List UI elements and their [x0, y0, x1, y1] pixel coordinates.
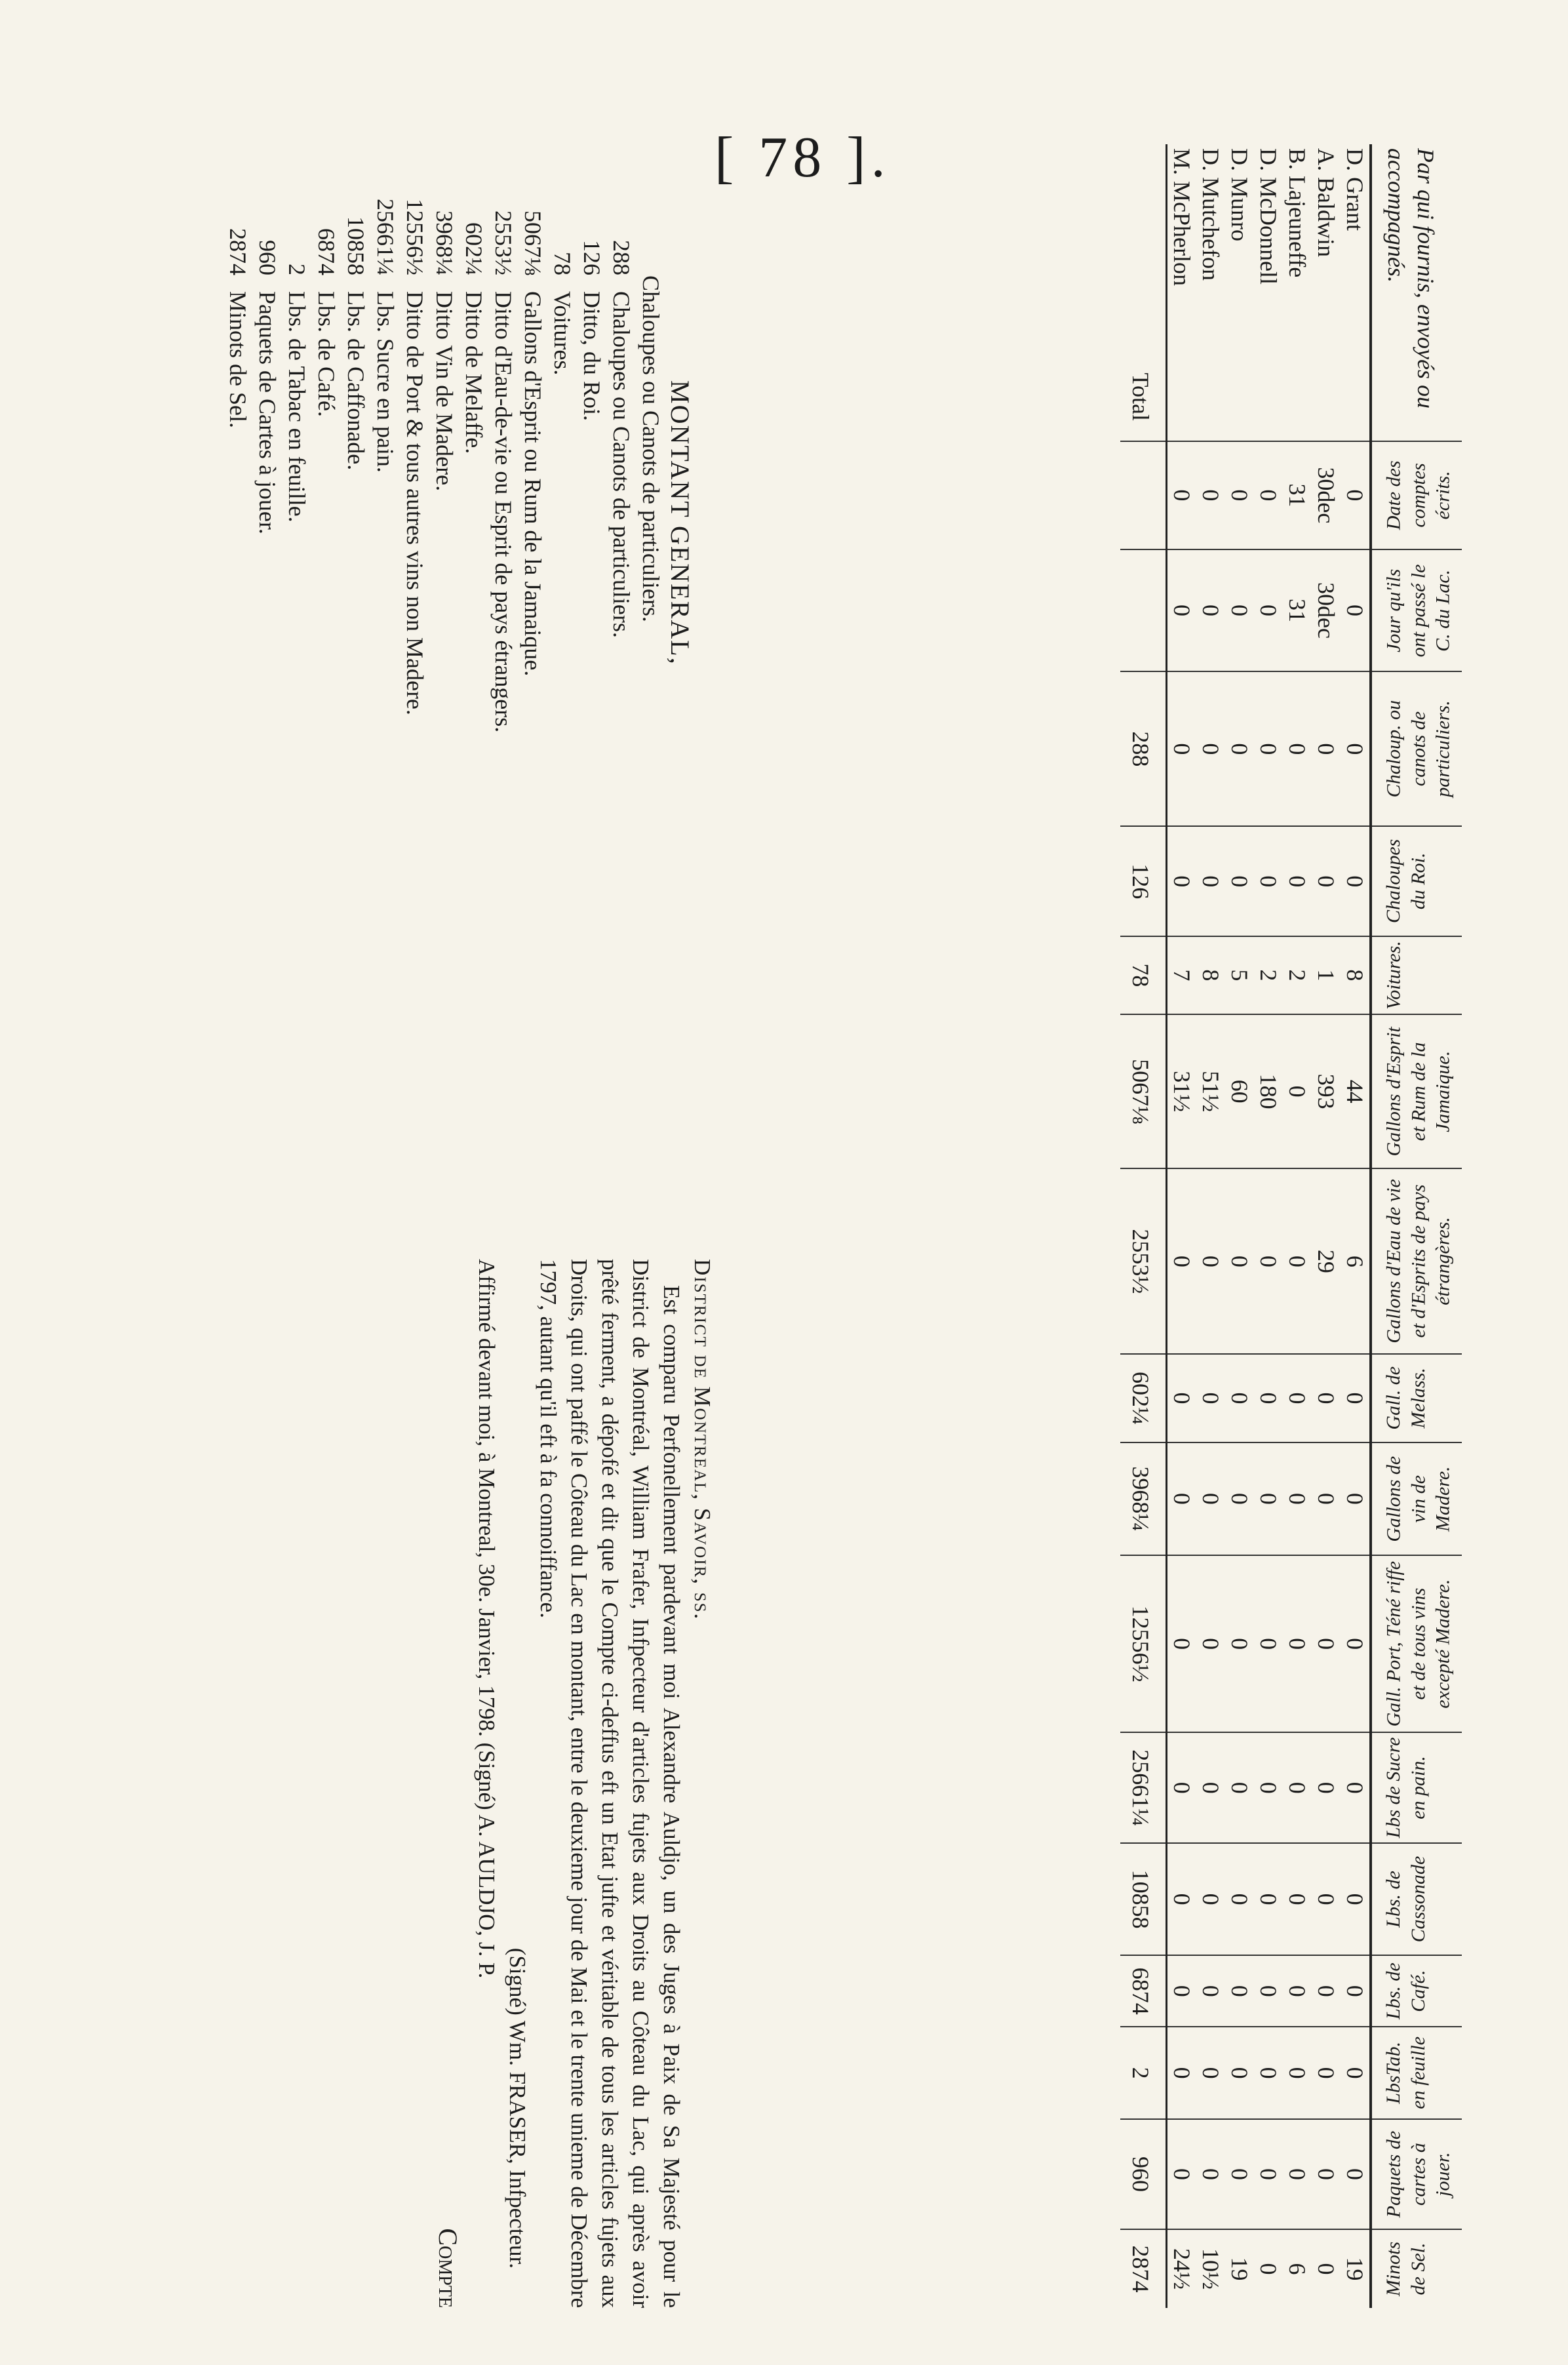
recap-item	[311, 144, 341, 1128]
table-cell: 0	[1284, 1442, 1312, 1555]
table-cell: 0	[1284, 2119, 1312, 2229]
table-row	[1284, 144, 1312, 2308]
column-header: Chaloup. ou canots de particuliers.	[1371, 671, 1462, 826]
table-cell: 0	[1226, 1442, 1255, 1555]
table-cell: 0	[1255, 2119, 1284, 2229]
table-cell: 0	[1284, 1014, 1312, 1169]
table-cell: 0	[1197, 549, 1226, 672]
table-cell: 0	[1197, 1168, 1226, 1354]
table-cell: 25661¼	[1121, 1732, 1167, 1843]
table-cell: 0	[1167, 1442, 1197, 1555]
table-cell: 8	[1197, 936, 1226, 1014]
recap-amount: 3968¼	[431, 210, 458, 275]
table-cell: 0	[1167, 549, 1197, 672]
table-cell: 78	[1121, 936, 1167, 1014]
table-cell: 0	[1255, 671, 1284, 826]
column-header: Chaloupes du Roi.	[1371, 826, 1462, 936]
table-cell: 0	[1197, 2027, 1226, 2119]
recap-amount: 5067⅛	[520, 210, 546, 275]
recap-amount: 126	[579, 240, 605, 275]
recap-label: Lbs. de Caffonade.	[343, 291, 369, 471]
table-cell: 0	[1312, 1354, 1341, 1442]
recap-label: Chaloupes ou Canots de particuliers.	[608, 291, 635, 638]
table-cell: 0	[1167, 826, 1197, 936]
table-cell: 0	[1167, 2027, 1197, 2119]
declaration-affirmation: Affirmé devant moi, à Montreal, 30e. Janvier, 1798. (Signé) A. AULDJO, J. P.	[474, 1259, 500, 1979]
table-cell: 8	[1341, 936, 1371, 1014]
table-cell: 180	[1255, 1014, 1284, 1169]
table-cell: 0	[1284, 1354, 1312, 1442]
table-cell: 0	[1226, 1955, 1255, 2027]
table-cell: 0	[1226, 441, 1255, 549]
table-cell: 0	[1341, 549, 1371, 672]
table-cell: 0	[1255, 1442, 1284, 1555]
table-cell: 0	[1197, 1442, 1226, 1555]
recap-amount: 602¼	[461, 222, 487, 275]
recap-list	[223, 144, 636, 1128]
recap-amount: 78	[549, 252, 576, 275]
table-cell: 960	[1121, 2119, 1167, 2229]
table-cell: 2553½	[1121, 1168, 1167, 1354]
recap-label: Ditto de Port & tous autres vins non Madere.	[402, 291, 428, 715]
table-cell: 0	[1226, 1843, 1255, 1955]
recap-label: Ditto d'Eau-de-vie ou Esprit de pays étrangers.	[490, 291, 517, 733]
table-cell: 10858	[1121, 1843, 1167, 1955]
person-name: D. Mutchefon	[1198, 148, 1225, 281]
person-name: D. Munro	[1226, 148, 1253, 241]
table-cell: 0	[1255, 1354, 1284, 1442]
table-cell: 0	[1226, 1354, 1255, 1442]
table-cell: 0	[1226, 2027, 1255, 2119]
column-header: Jour qu'ils ont passé le C. du Lac.	[1371, 549, 1462, 672]
column-header: Gallons d'Esprit et Rum de la Jamaique.	[1371, 1014, 1462, 1169]
table-row	[1341, 144, 1371, 2308]
recap-item	[547, 144, 577, 1128]
column-header: Gallons de vin de Madere.	[1371, 1442, 1462, 1555]
page-number: [ 78 ].	[715, 126, 891, 189]
table-cell: 19	[1341, 2229, 1371, 2308]
table-cell: 0	[1312, 1955, 1341, 2027]
recap-amount: 2553½	[490, 210, 517, 275]
recap-item	[488, 144, 518, 1128]
table-cell: 0	[1167, 1168, 1197, 1354]
table-cell: 0	[1167, 2119, 1197, 2229]
table-cell: 2	[1255, 936, 1284, 1014]
table-cell: 19	[1226, 2229, 1255, 2308]
recap-item	[606, 144, 636, 1128]
table-cell: 0	[1197, 1555, 1226, 1732]
recap-label: Lbs. de Café.	[313, 291, 340, 417]
table-cell: 0	[1167, 1843, 1197, 1955]
table-cell: 0	[1312, 671, 1341, 826]
table-header-row	[1371, 144, 1462, 2308]
table-cell: 30dec	[1312, 441, 1341, 549]
table-cell: 0	[1312, 2027, 1341, 2119]
column-header: LbsTab. en feuille	[1371, 2027, 1462, 2119]
table-cell: 5067⅛	[1121, 1014, 1167, 1169]
recap-label: Ditto Vin de Madere.	[431, 291, 458, 492]
table-cell: 6874	[1121, 1955, 1167, 2027]
table-cell: 5	[1226, 936, 1255, 1014]
table-cell: 0	[1255, 826, 1284, 936]
table-cell: 0	[1284, 2027, 1312, 2119]
table-cell: 44	[1341, 1014, 1371, 1169]
table-cell: 0	[1341, 1843, 1371, 1955]
recap-amount: 2874	[225, 228, 251, 275]
recap-item	[252, 144, 282, 1128]
column-header: Gall. Port, Téné riffe et de tous vins excepté Madere.	[1371, 1555, 1462, 1732]
table-cell: 0	[1341, 826, 1371, 936]
table-cell: 0	[1312, 2229, 1341, 2308]
table-cell: 0	[1341, 1955, 1371, 2027]
table-cell: 0	[1341, 1354, 1371, 1442]
column-header: Voitures.	[1371, 936, 1462, 1014]
table-cell: 0	[1255, 2229, 1284, 2308]
table-cell: 126	[1121, 826, 1167, 936]
recap-item	[577, 144, 606, 1128]
table-cell: 0	[1255, 1732, 1284, 1843]
table-cell: 0	[1255, 1168, 1284, 1354]
table-cell: 0	[1226, 549, 1255, 672]
table-cell: 2874	[1121, 2229, 1167, 2308]
table-cell: 10½	[1197, 2229, 1226, 2308]
table-cell: 0	[1255, 441, 1284, 549]
catchword: Compte	[433, 2228, 463, 2308]
column-header: Paquets de cartes à jouer.	[1371, 2119, 1462, 2229]
table-cell: 2	[1284, 936, 1312, 1014]
table-cell: 0	[1197, 1354, 1226, 1442]
column-header: Date des comptes écrits.	[1371, 441, 1462, 549]
recap-label: Lbs. de Tabac en feuille.	[284, 291, 310, 523]
recap-label: Ditto de Melaffe.	[461, 291, 487, 454]
column-header: Minots de Sel.	[1371, 2229, 1462, 2308]
table-cell: 0	[1312, 1843, 1341, 1955]
table-cell: 0	[1341, 1555, 1371, 1732]
table-cell: 7	[1167, 936, 1197, 1014]
table-cell: 0	[1167, 1354, 1197, 1442]
recap-subtitle: Chaloupes ou Canots de particuliers.	[638, 275, 664, 622]
person-name: D. Grant	[1342, 148, 1369, 231]
table-cell: 6	[1284, 2229, 1312, 2308]
table-cell: 0	[1226, 1555, 1255, 1732]
table-cell: 0	[1341, 441, 1371, 549]
recap-label: Paquets de Cartes à jouer.	[254, 291, 281, 534]
total-label: Total	[1121, 144, 1167, 441]
table-cell: 602¼	[1121, 1354, 1167, 1442]
duties-table	[1121, 144, 1462, 2308]
column-header: Lbs. de Cassonade	[1371, 1843, 1462, 1955]
table-cell: 0	[1341, 2027, 1371, 2119]
table-cell: 3968¼	[1121, 1442, 1167, 1555]
declaration-body: Est comparu Perfonellement pardevant moi Alexandre Auldjo, un des Juges à Paix de Sa Majesté pour le District de Montréal, William Frafer, Infpecteur d'articles fujets aux Droits au Côteau du Lac, qui après avoir prêté ferment, a dépofé et dit que le Compte ci-deffus eft un Etat jufte et véritable de tous les articles fujets aux Droits, qui ont paffé le Côteau du Lac en montant, entre le deuxieme jour de Mai et le trente unieme de Décembre 1797, autant qu'il eft à fa connoiffance.	[536, 1259, 684, 2308]
table-cell: 0	[1284, 826, 1312, 936]
table-cell: 31	[1284, 441, 1312, 549]
recap-item	[400, 144, 429, 1128]
table-cell: 1	[1312, 936, 1341, 1014]
recap-item	[518, 144, 547, 1128]
table-cell: 30dec	[1312, 549, 1341, 672]
table-cell: 0	[1284, 1555, 1312, 1732]
column-header: Lbs. de Café.	[1371, 1955, 1462, 2027]
recap-label: Gallons d'Esprit ou Rum de la Jamaique.	[520, 291, 546, 677]
table-cell: 0	[1226, 1732, 1255, 1843]
recap-amount: 288	[608, 240, 635, 275]
table-cell: 0	[1167, 671, 1197, 826]
table-cell: 0	[1255, 1843, 1284, 1955]
column-header: Lbs de Sucre en pain.	[1371, 1732, 1462, 1843]
recap-title: MONTANT GENERAL,	[665, 380, 695, 666]
table-cell: 0	[1255, 1555, 1284, 1732]
table-cell: 393	[1312, 1014, 1341, 1169]
table-cell: 24½	[1167, 2229, 1197, 2308]
table-cell: 0	[1167, 1555, 1197, 1732]
table-row	[1226, 144, 1255, 2308]
recap-label: Minots de Sel.	[225, 291, 251, 429]
declaration-heading: District de Montreal, Savoir, ſſ.	[690, 1259, 715, 1621]
table-cell: 31½	[1167, 1014, 1197, 1169]
table-cell: 0	[1341, 1442, 1371, 1555]
table-cell: 288	[1121, 671, 1167, 826]
recap-item	[341, 144, 370, 1128]
table-cell: 0	[1255, 2027, 1284, 2119]
recap-amount: 12556½	[402, 199, 428, 275]
declaration	[433, 1259, 718, 2308]
recap-item	[459, 144, 488, 1128]
recap-amount: 6874	[313, 228, 340, 275]
table-cell: 0	[1284, 1955, 1312, 2027]
table-cell: 51½	[1197, 1014, 1226, 1169]
table-cell: 0	[1312, 1732, 1341, 1843]
table-cell: 0	[1284, 1843, 1312, 1955]
table-cell: 0	[1226, 826, 1255, 936]
table-cell: 0	[1197, 441, 1226, 549]
recap-label: Lbs. Sucre en pain.	[372, 291, 399, 473]
recap-label: Ditto, du Roi.	[579, 291, 605, 422]
person-name: A. Baldwin	[1313, 148, 1340, 257]
table-cell: 0	[1284, 1732, 1312, 1843]
column-header: Gallons d'Eau de vie et d'Esprits de pays étrangères.	[1371, 1168, 1462, 1354]
recap-item	[223, 144, 252, 1128]
recap-item	[282, 144, 311, 1128]
table-cell: 6	[1341, 1168, 1371, 1354]
recap-amount: 25661¼	[372, 199, 399, 275]
table-cell: 0	[1341, 2119, 1371, 2229]
table-row	[1255, 144, 1284, 2308]
table-cell: 0	[1226, 2119, 1255, 2229]
column-header: Par qui fournis, envoyés ou accompagnés.	[1371, 144, 1462, 441]
table-cell: 0	[1226, 671, 1255, 826]
column-header: Gall. de Melass.	[1371, 1354, 1462, 1442]
person-name: D. McDonnell	[1255, 148, 1282, 285]
table-cell: 0	[1255, 549, 1284, 672]
table-row	[1167, 144, 1197, 2308]
table-cell: 0	[1197, 671, 1226, 826]
rotated-content	[216, 144, 1462, 2308]
table-cell: 0	[1341, 671, 1371, 826]
table-cell: 0	[1312, 826, 1341, 936]
table-cell: 0	[1167, 1732, 1197, 1843]
table-cell: 0	[1312, 1555, 1341, 1732]
recap-item	[370, 144, 400, 1128]
person-name: M. McPherlon	[1169, 148, 1196, 286]
table-cell: 29	[1312, 1168, 1341, 1354]
recap-label: Voitures.	[549, 291, 576, 376]
total-row	[1121, 144, 1167, 2308]
table-cell: 0	[1197, 1955, 1226, 2027]
recap-amount: 10858	[343, 216, 369, 275]
table-row	[1312, 144, 1341, 2308]
table-cell: 0	[1255, 1955, 1284, 2027]
recap-amount: 960	[254, 240, 281, 275]
table-cell	[1121, 441, 1167, 549]
table-cell: 12556½	[1121, 1555, 1167, 1732]
table-cell: 0	[1312, 1442, 1341, 1555]
table-cell: 0	[1284, 1168, 1312, 1354]
recap-amount: 2	[284, 264, 310, 275]
table-cell: 0	[1312, 2119, 1341, 2229]
recap-item	[429, 144, 459, 1128]
table-cell: 0	[1197, 826, 1226, 936]
table-row	[1197, 144, 1226, 2308]
general-recap	[223, 144, 695, 1128]
table-cell: 60	[1226, 1014, 1255, 1169]
table-cell: 0	[1284, 671, 1312, 826]
table-cell: 0	[1341, 1732, 1371, 1843]
table-cell: 0	[1197, 1732, 1226, 1843]
table-cell: 0	[1167, 441, 1197, 549]
table-cell: 0	[1197, 1843, 1226, 1955]
table-cell: 31	[1284, 549, 1312, 672]
table-cell: 0	[1167, 1955, 1197, 2027]
table-cell: 0	[1226, 1168, 1255, 1354]
declaration-signature: (Signé) Wm. FRASER, Infpecteur.	[505, 1947, 530, 2269]
table-cell: 2	[1121, 2027, 1167, 2119]
table-cell: 0	[1197, 2119, 1226, 2229]
person-name: B. Lajeuneffe	[1284, 148, 1311, 278]
table-cell	[1121, 549, 1167, 672]
